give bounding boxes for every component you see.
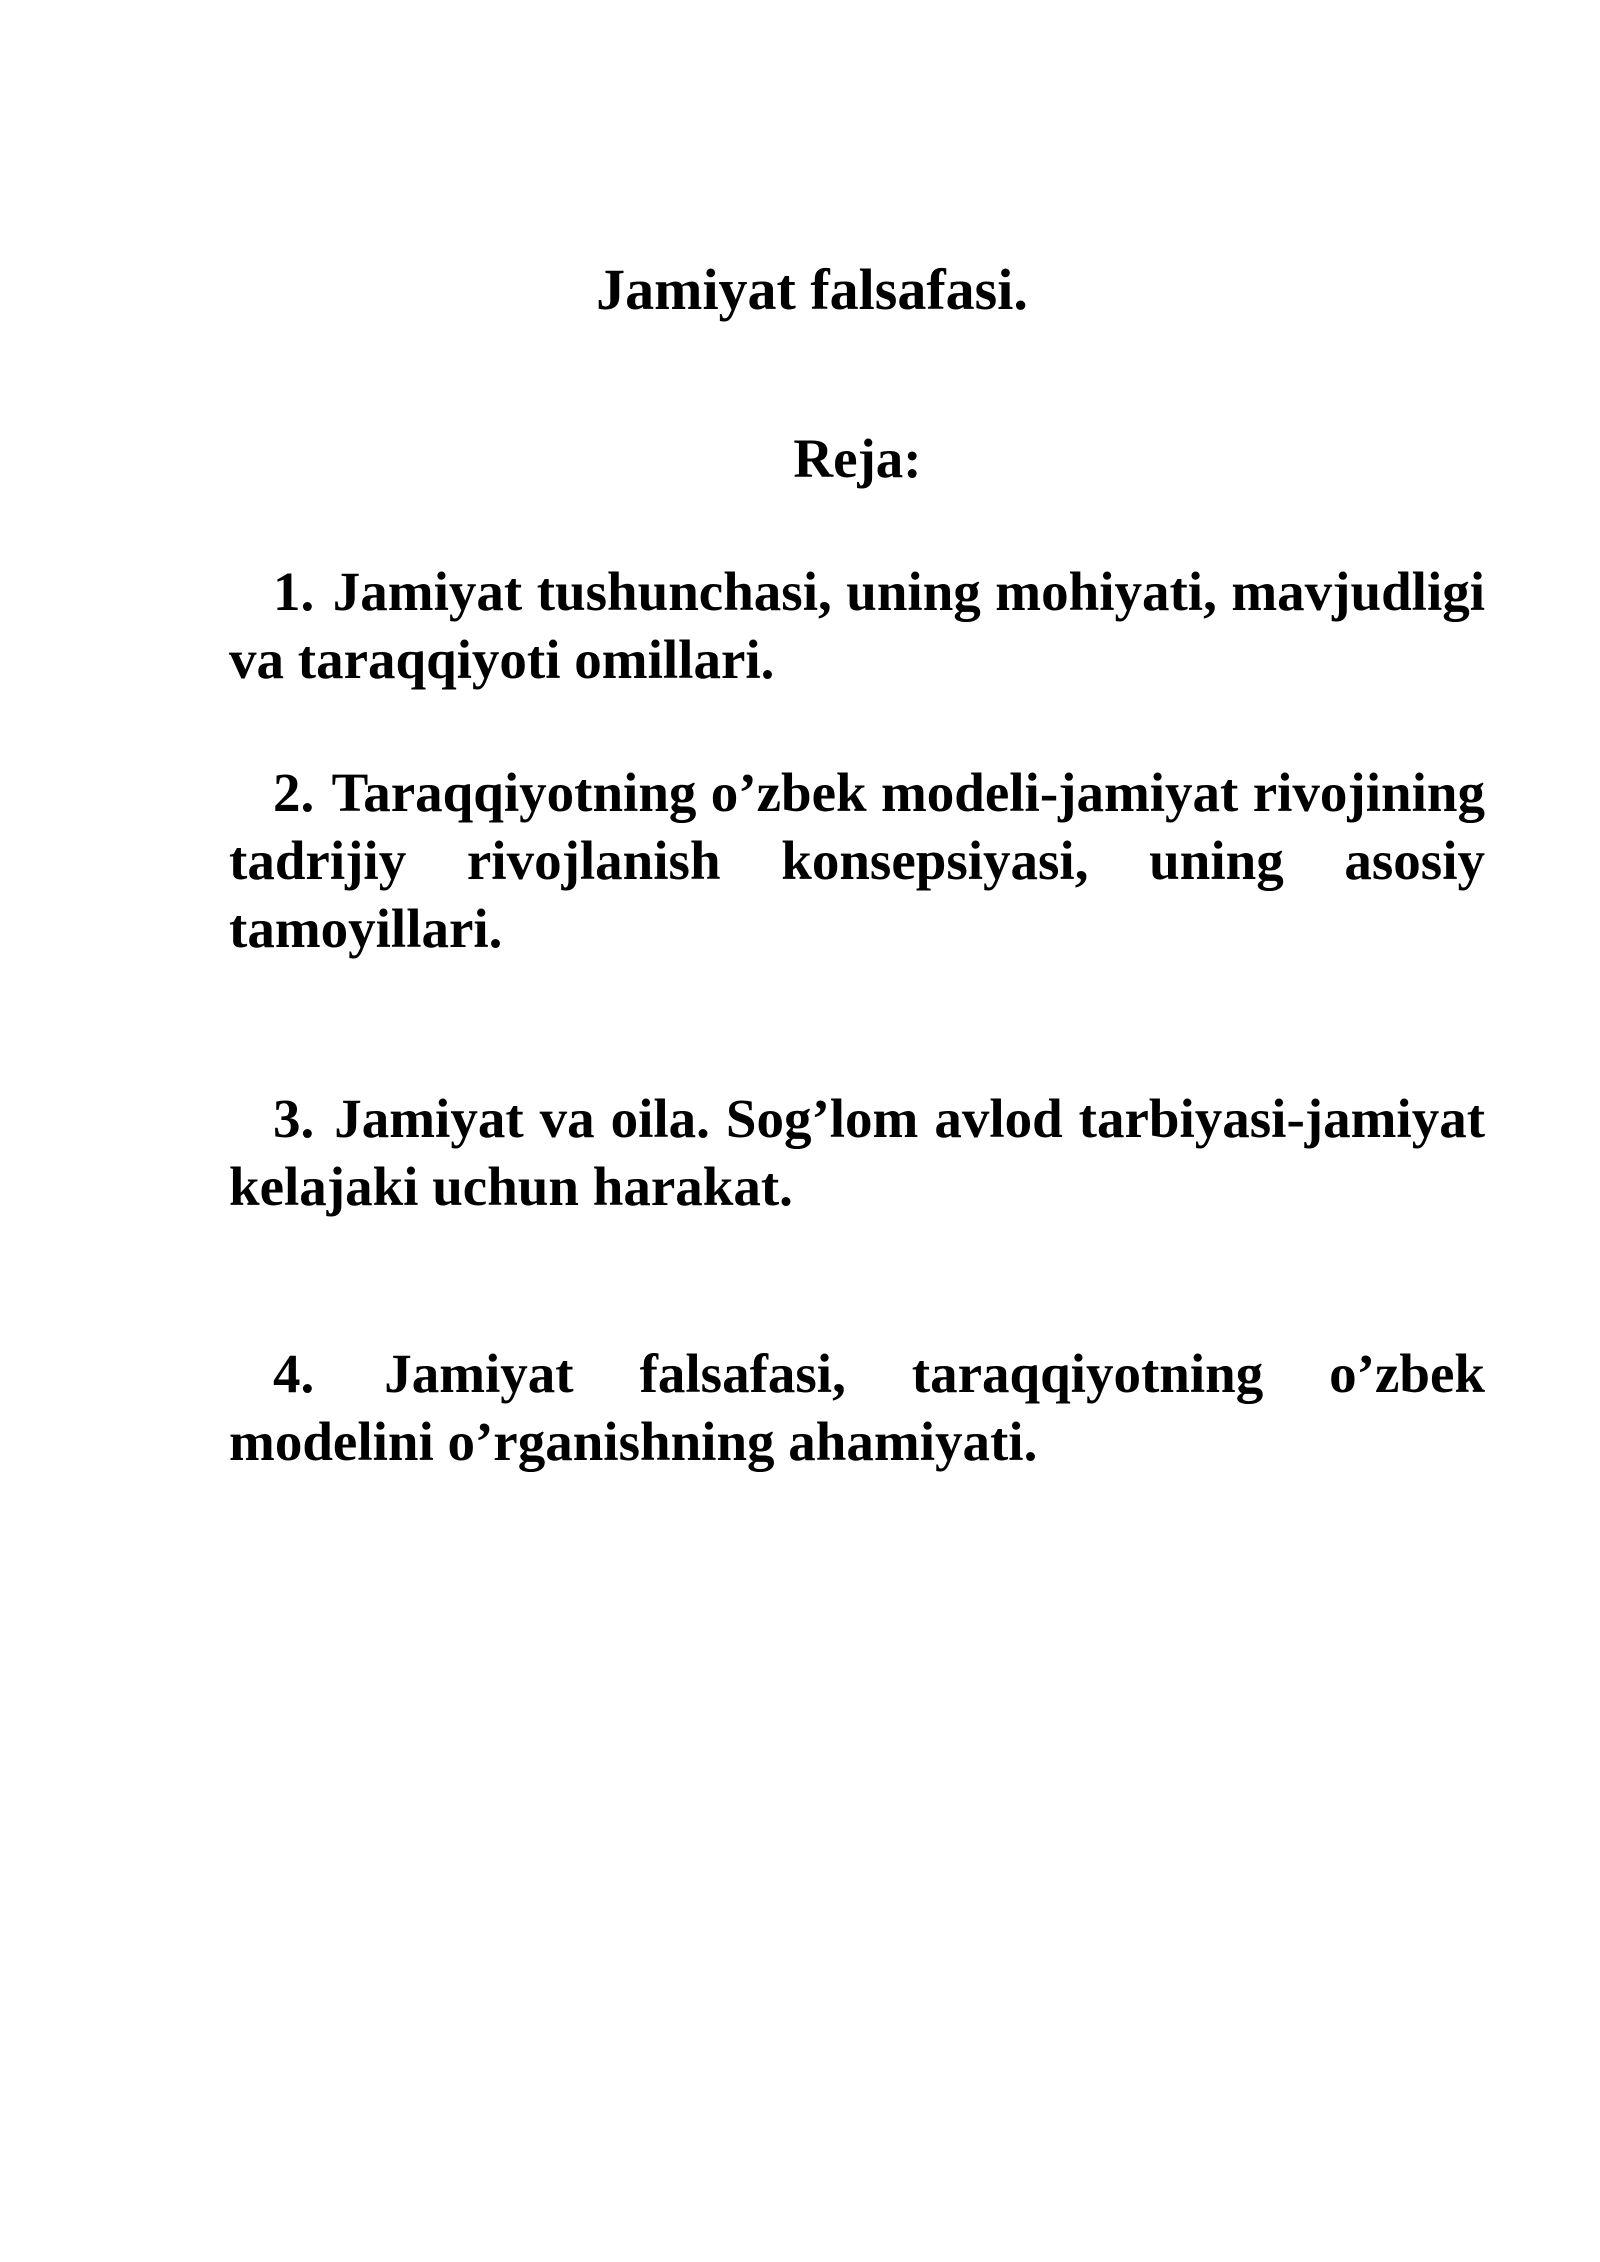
plan-item-1 [229, 558, 1485, 694]
plan-item-text: Taraqqiyotning o’zbek modeli-jamiyat rivojining tadrijiy rivojlanish konsepsiyasi, uning asosiy tamoyillari. [229, 762, 1485, 959]
plan-item-number: 2. [273, 762, 315, 823]
plan-item-text: Jamiyat va oila. Sog’lom avlod tarbiyasi-jamiyat kelajaki uchun harakat. [229, 1088, 1486, 1217]
document-title: Jamiyat falsafasi. [596, 257, 1028, 322]
plan-item-2 [229, 759, 1485, 963]
plan-item-number: 1. [273, 561, 315, 622]
plan-item-4 [229, 1340, 1485, 1476]
plan-item-number: 4. [273, 1343, 315, 1404]
plan-item-number: 3. [273, 1088, 315, 1149]
plan-item-text: Jamiyat falsafasi, taraqqiyotning o’zbek modelini o’rganishning ahamiyati. [229, 1343, 1485, 1472]
plan-heading: Reja: [793, 428, 922, 489]
plan-item-text: Jamiyat tushunchasi, uning mohiyati, mavjudligi va taraqqiyoti omillari. [229, 561, 1486, 690]
plan-item-3 [229, 1085, 1485, 1221]
